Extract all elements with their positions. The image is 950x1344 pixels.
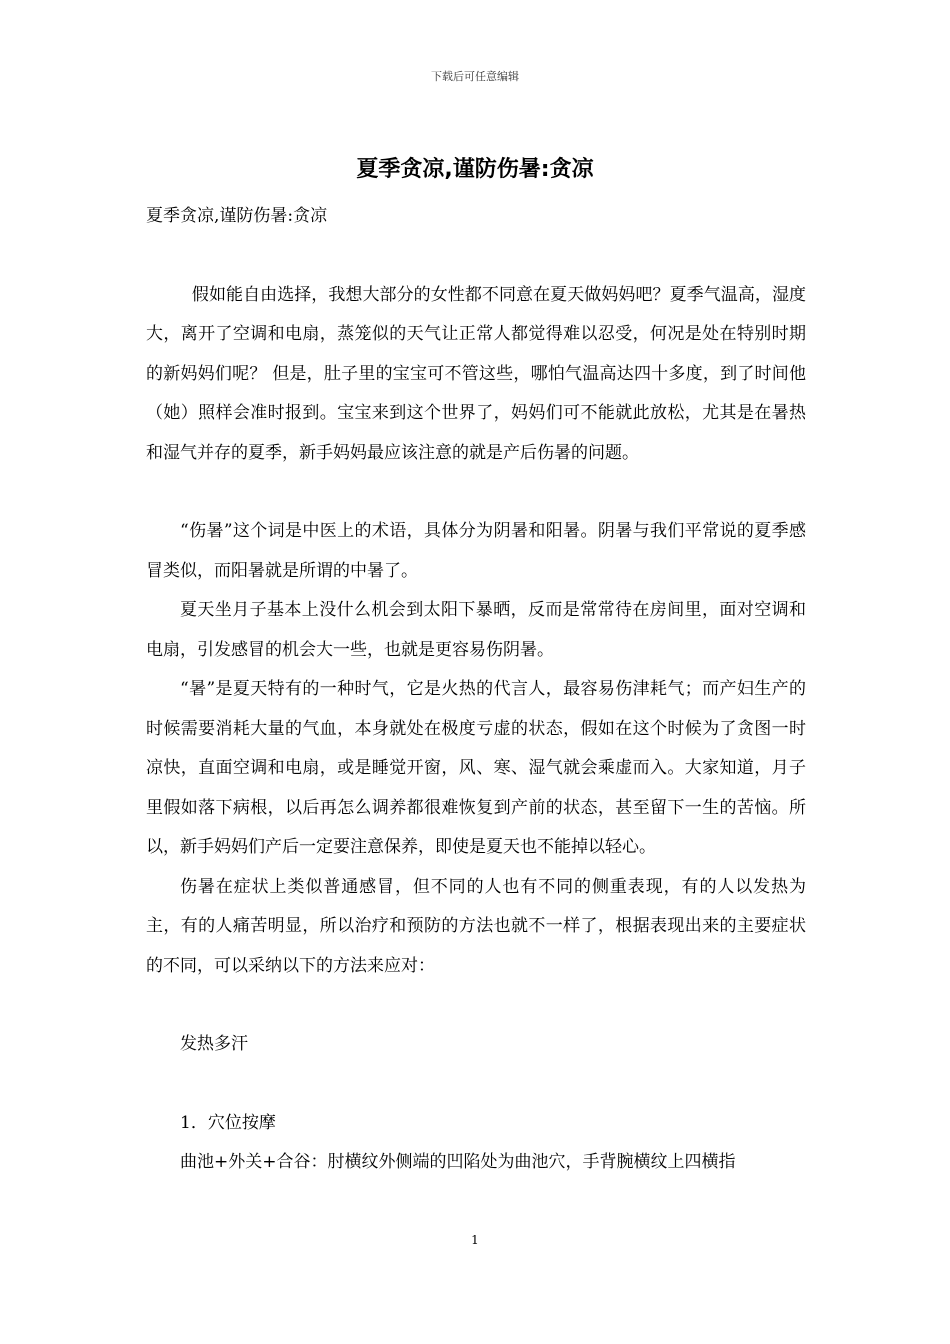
blank-line [146, 237, 806, 276]
blank-line [146, 986, 806, 1025]
paragraph-shangshu-definition: “伤暑”这个词是中医上的术语，具体分为阴暑和阳暑。阴暑与我们平常说的夏季感冒类似，而阳暑就是所谓的中暑了。 [146, 521, 806, 581]
document-body [146, 197, 806, 1183]
document-title: 夏季贪凉,谨防伤暑:贪凉 [356, 157, 594, 182]
section-heading-fever: 发热多汗 [180, 1034, 248, 1054]
document-subtitle: 夏季贪凉,谨防伤暑:贪凉 [146, 206, 328, 226]
paragraph-summer-confinement: 夏天坐月子基本上没什么机会到太阳下暴晒，反而是常常待在房间里，面对空调和电扇，引发感冒的机会大一些，也就是更容易伤阴暑。 [146, 600, 806, 660]
section-heading-acupoint: 1．穴位按摩 [180, 1112, 276, 1133]
paragraph-symptoms: 伤暑在症状上类似普通感冒，但不同的人也有不同的侧重表现，有的人以发热为主，有的人痛苦明显，所以治疗和预防的方法也就不一样了，根据表现出来的主要症状的不同，可以采纳以下的方法来应对： [146, 876, 806, 976]
header-note: 下载后可任意编辑 [431, 70, 519, 83]
paragraph-acupoints: 曲池+外关+合谷：肘横纹外侧端的凹陷处为曲池穴，手背腕横纹上四横指 [180, 1152, 736, 1172]
blank-line [146, 473, 806, 512]
page-number: 1 [471, 1233, 479, 1247]
paragraph-shu-explanation: “暑”是夏天特有的一种时气，它是火热的代言人，最容易伤津耗气；而产妇生产的时候需要消耗大量的气血，本身就处在极度亏虚的状态，假如在这个时候为了贪图一时凉快，直面空调和电扇，或是睡觉开窗，风、寒、湿气就会乘虚而入。大家知道，月子里假如落下病根，以后再怎么调养都很难恢复到产前的状态，甚至留下一生的苦恼。所以，新手妈妈们产后一定要注意保养，即使是夏天也不能掉以轻心。 [146, 679, 806, 857]
paragraph-intro: 假如能自由选择，我想大部分的女性都不同意在夏天做妈妈吧？夏季气温高，湿度大，离开了空调和电扇，蒸笼似的天气让正常人都觉得难以忍受，何况是处在特别时期的新妈妈们呢？ 但是，肚子里的宝宝可不管这些，哪怕气温高达四十多度，到了时间他（她）照样会准时报到。宝宝来到这个世界了，妈妈们可不能就此放松，尤其是在暑热和湿气并存的夏季，新手妈妈最应该注意的就是产后伤暑的问题。 [146, 284, 806, 463]
blank-line [146, 1065, 806, 1104]
